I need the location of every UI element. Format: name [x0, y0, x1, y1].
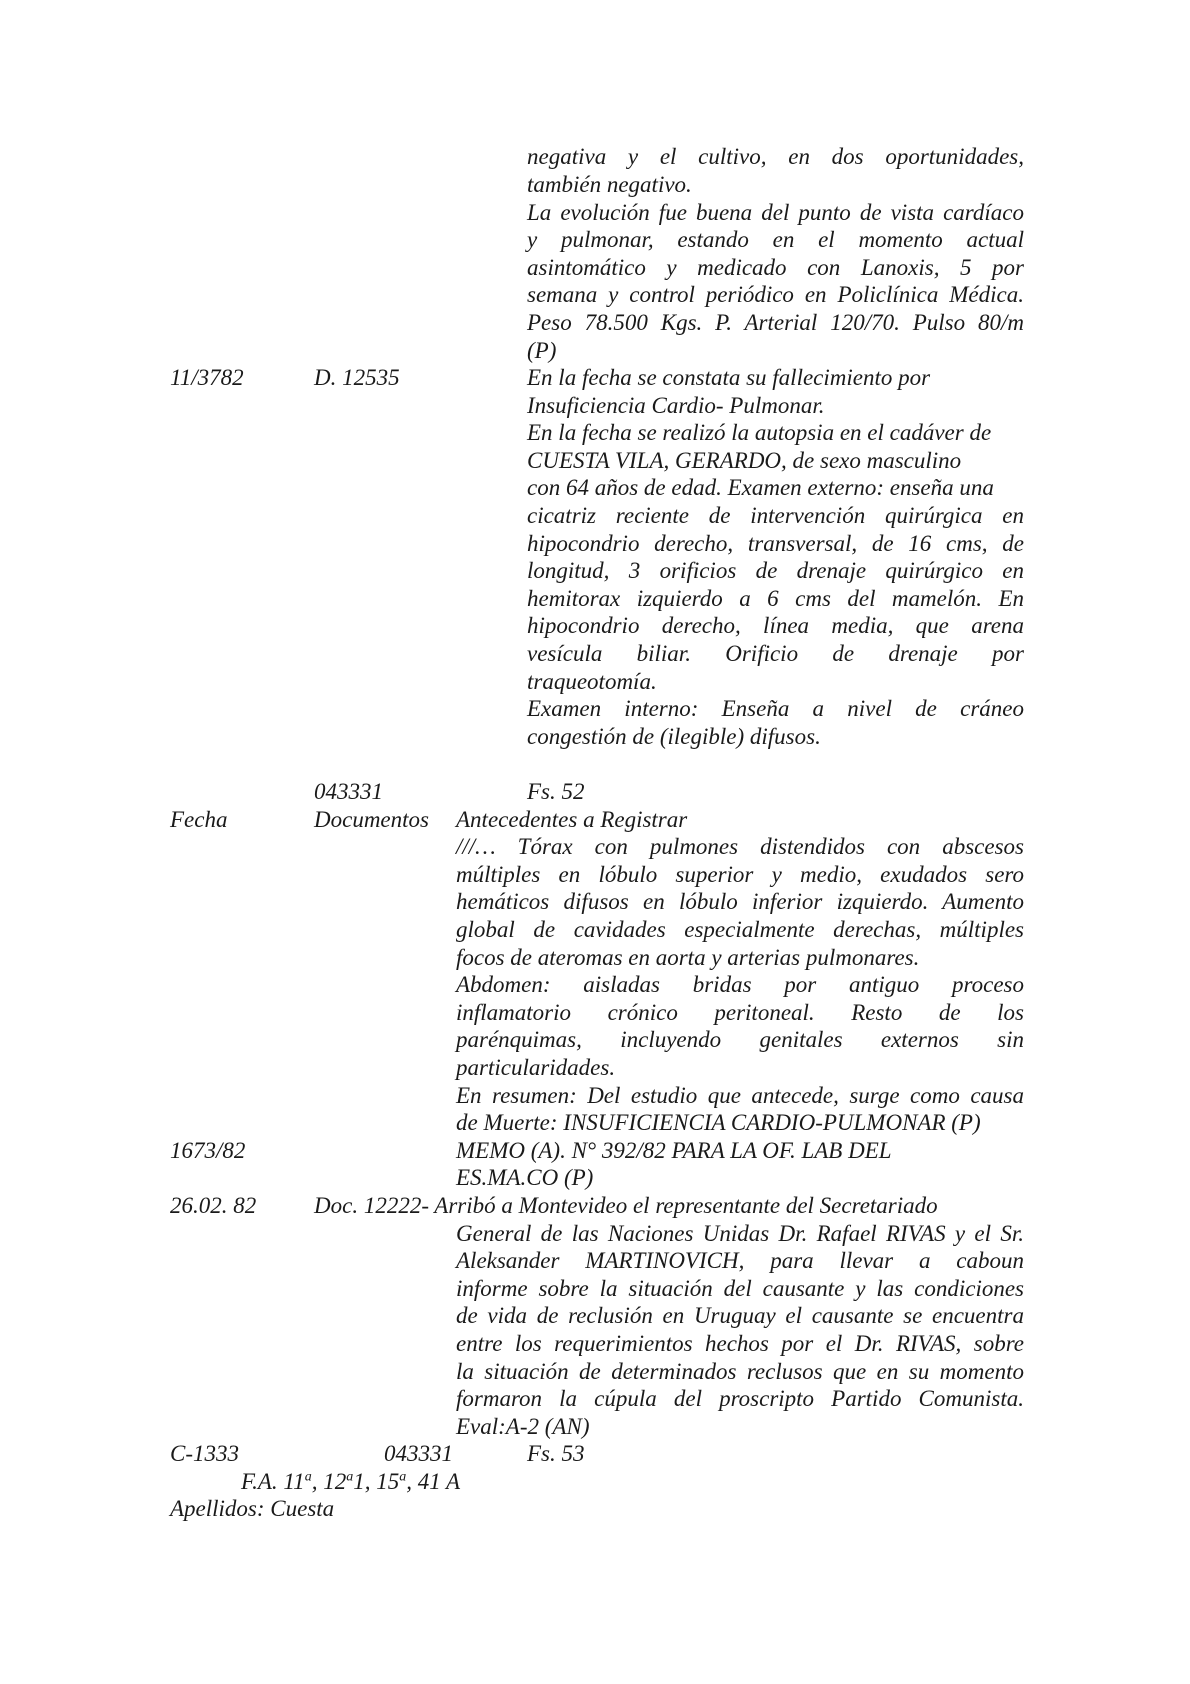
text-line: longitud, 3 orificios de drenaje quirúrgico en — [527, 558, 1024, 583]
text-line: múltiples en lóbulo superior y medio, exudados sero — [456, 862, 1024, 887]
text-line: Doc. 12222- Arribó a Montevideo el representante del Secretariado — [314, 1193, 938, 1218]
footer-folio: Fs. 53 — [527, 1441, 585, 1466]
text-line: hipocondrio derecho, línea media, que arena — [527, 613, 1024, 638]
text-line: La evolución fue buena del punto de vista cardíaco — [527, 200, 1024, 225]
text-line: En la fecha se realizó la autopsia en el cadáver de — [527, 420, 992, 445]
column-header-antecedentes: Antecedentes a Registrar — [456, 807, 688, 832]
text-line: de vida de reclusión en Uruguay el causante se encuentra — [456, 1303, 1024, 1328]
text-line: Abdomen: aisladas bridas por antiguo proceso — [456, 972, 1024, 997]
entry-code: 11/3782 — [170, 365, 244, 390]
folio-number: Fs. 52 — [527, 779, 585, 804]
text-line: focos de ateromas en aorta y arterias pulmonares. — [456, 945, 920, 970]
footer-fa-line: F.A. 11$^a$, 12$^a$1, 15$^a$, 41 A — [241, 1469, 461, 1494]
text-line: cicatriz reciente de intervención quirúrgica en — [527, 503, 1024, 528]
text-line: la situación de determinados reclusos que en su momento — [456, 1359, 1024, 1384]
text-line: Aleksander MARTINOVICH, para llevar a caboun — [456, 1248, 1024, 1273]
text-line: ES.MA.CO (P) — [456, 1165, 594, 1190]
text-line: MEMO (A). N° 392/82 PARA LA OF. LAB DEL — [456, 1138, 892, 1163]
text-line: formaron la cúpula del proscripto Partido Comunista. — [456, 1386, 1024, 1411]
text-line: informe sobre la situación del causante y las condiciones — [456, 1276, 1024, 1301]
text-line: (P) — [527, 338, 557, 363]
text-line: parénquimas, incluyendo genitales externos sin — [456, 1027, 1024, 1052]
entry-code: 1673/82 — [170, 1138, 246, 1163]
text-line: con 64 años de edad. Examen externo: enseña una — [527, 475, 994, 500]
text-line: traqueotomía. — [527, 669, 657, 694]
text-line: particularidades. — [456, 1055, 616, 1080]
text-line: hipocondrio derecho, transversal, de 16 cms, de — [527, 531, 1024, 556]
text-line: y pulmonar, estando en el momento actual — [527, 227, 1024, 252]
text-line: congestión de (ilegible) difusos. — [527, 724, 821, 749]
text-line: también negativo. — [527, 172, 692, 197]
footer-code: C-1333 — [170, 1441, 239, 1466]
text-line: CUESTA VILA, GERARDO, de sexo masculino — [527, 448, 962, 473]
text-line: Peso 78.500 Kgs. P. Arterial 120/70. Pulso 80/m — [527, 310, 1024, 335]
entry-date: 26.02. 82 — [170, 1193, 257, 1218]
text-line: de Muerte: INSUFICIENCIA CARDIO-PULMONAR (P) — [456, 1110, 981, 1135]
text-line: entre los requerimientos hechos por el Dr. RIVAS, sobre — [456, 1331, 1024, 1356]
text-line: Eval:A-2 (AN) — [456, 1414, 590, 1439]
text-line: En la fecha se constata su fallecimiento por — [527, 365, 931, 390]
text-line: ///… Tórax con pulmones distendidos con abscesos — [456, 834, 1024, 859]
text-line: Examen interno: Enseña a nivel de cráneo — [527, 696, 1024, 721]
page-number: 043331 — [314, 779, 383, 804]
text-line: hemitorax izquierdo a 6 cms del mamelón. En — [527, 586, 1024, 611]
text-line: inflamatorio crónico peritoneal. Resto de los — [456, 1000, 1024, 1025]
column-header-fecha: Fecha — [170, 807, 228, 832]
text-line: semana y control periódico en Policlínica Médica. — [527, 282, 1024, 307]
text-line: Insuficiencia Cardio- Pulmonar. — [527, 393, 825, 418]
text-line: En resumen: Del estudio que antecede, surge como causa — [456, 1083, 1024, 1108]
text-line: vesícula biliar. Orificio de drenaje por — [527, 641, 1024, 666]
column-header-documentos: Documentos — [314, 807, 429, 832]
text-line: General de las Naciones Unidas Dr. Rafael RIVAS y el Sr. — [456, 1221, 1024, 1246]
footer-apellidos: Apellidos: Cuesta — [170, 1496, 335, 1521]
text-line: asintomático y medicado con Lanoxis, 5 por — [527, 255, 1024, 280]
text-line: hemáticos difusos en lóbulo inferior izquierdo. Aumento — [456, 889, 1024, 914]
entry-document: D. 12535 — [314, 365, 400, 390]
text-line: negativa y el cultivo, en dos oportunidades, — [527, 144, 1024, 169]
footer-number: 043331 — [384, 1441, 453, 1466]
text-line: global de cavidades especialmente derechas, múltiples — [456, 917, 1024, 942]
